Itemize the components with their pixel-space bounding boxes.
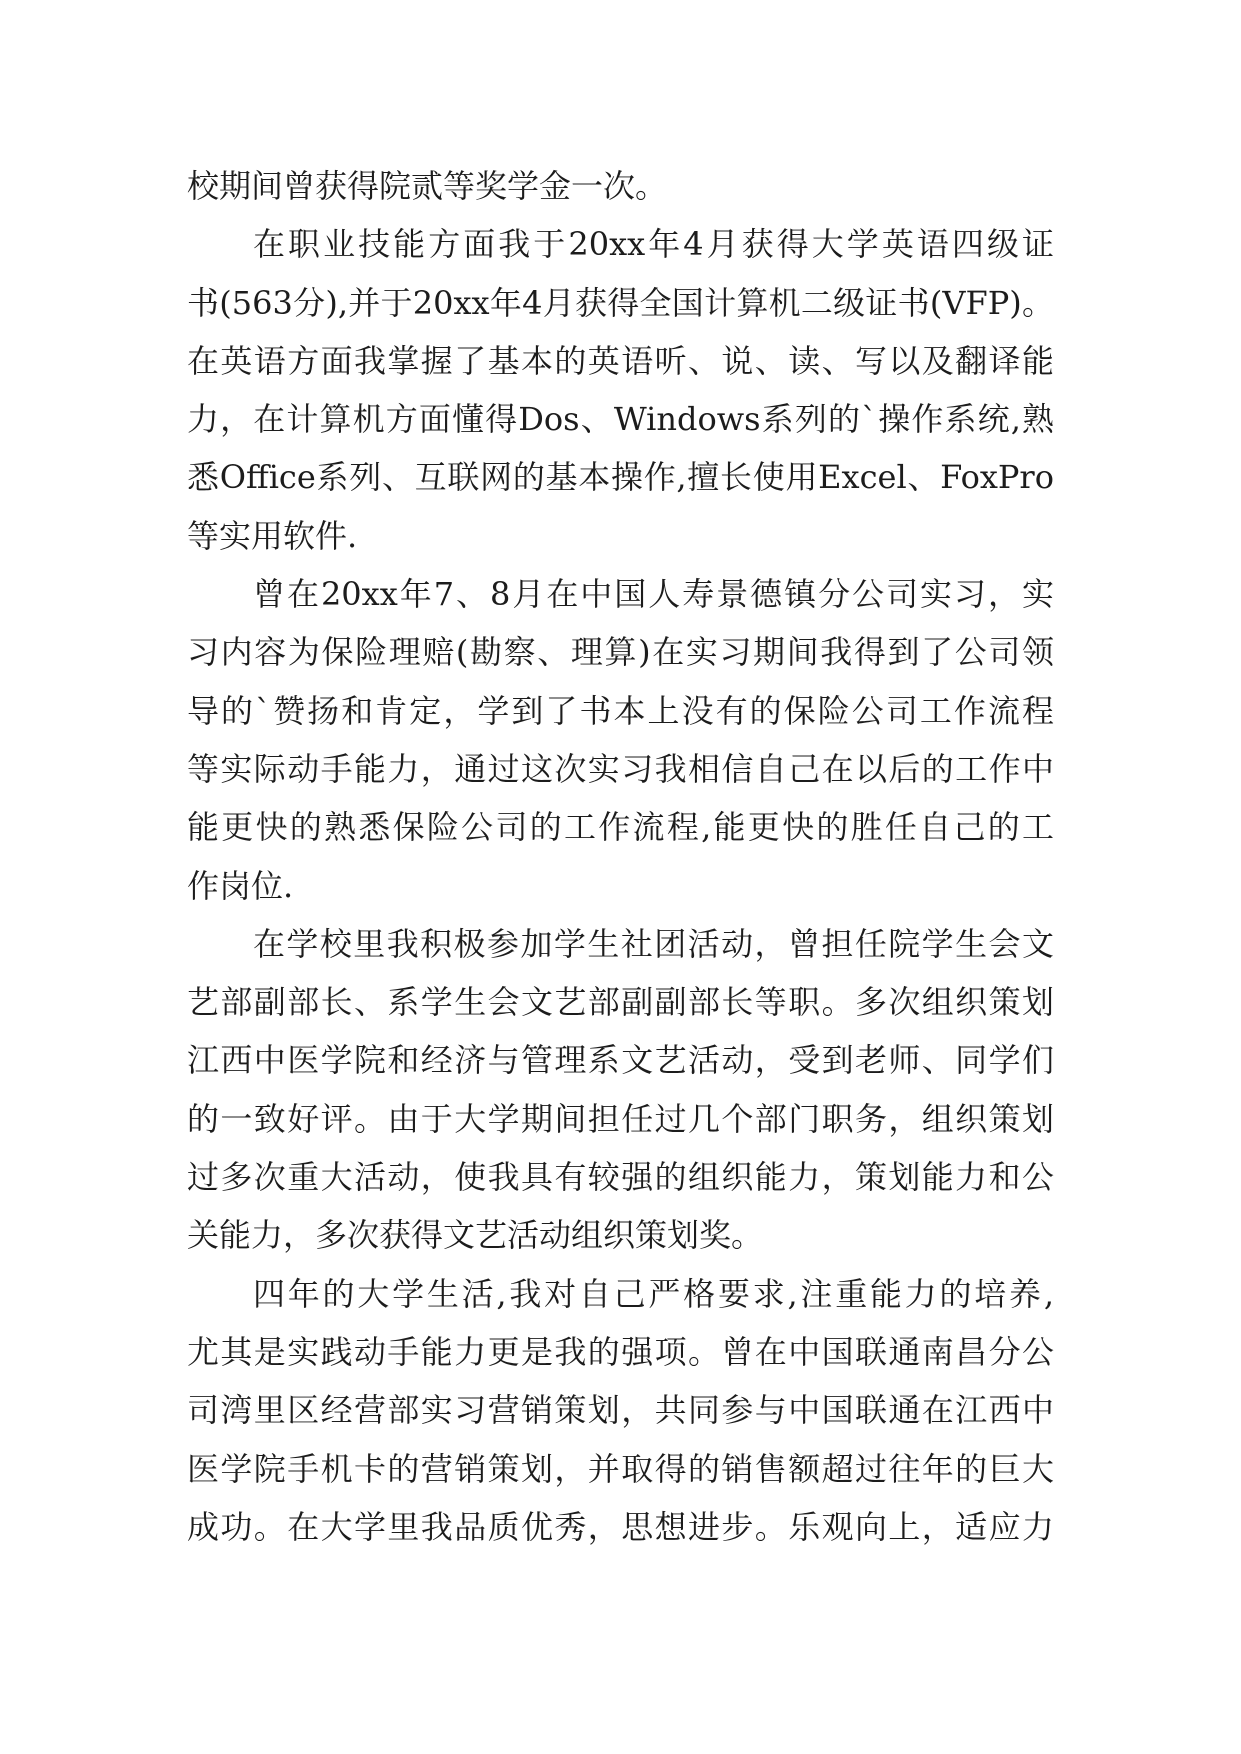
text-line: 导的`赞扬和肯定，学到了书本上没有的保险公司工作流程 bbox=[187, 691, 1054, 730]
paragraph-skills bbox=[187, 215, 1054, 565]
text-line: 关能力，多次获得文艺活动组织策划奖。 bbox=[187, 1216, 764, 1255]
text-line: 校期间曾获得院贰等奖学金一次。 bbox=[187, 167, 668, 205]
text-line: 悉Office系列、互联网的基本操作,擅长使用Excel、FoxPro bbox=[187, 458, 1054, 497]
text-line: 等实际动手能力，通过这次实习我相信自己在以后的工作中 bbox=[187, 749, 1054, 788]
paragraph-university-life bbox=[187, 1265, 1054, 1556]
text-line: 作岗位. bbox=[187, 866, 294, 905]
paragraph-awards bbox=[187, 157, 1054, 215]
text-line: 尤其是实践动手能力更是我的强项。曾在中国联通南昌分公 bbox=[187, 1332, 1054, 1371]
text-line: 能更快的熟悉保险公司的工作流程,能更快的胜任自己的工 bbox=[187, 808, 1054, 847]
text-line: 艺部副部长、系学生会文艺部副副部长等职。多次组织策划 bbox=[187, 983, 1054, 1022]
text-line: 医学院手机卡的营销策划，并取得的销售额超过往年的巨大 bbox=[187, 1449, 1054, 1488]
document-body bbox=[187, 157, 1054, 1556]
text-line: 过多次重大活动，使我具有较强的组织能力，策划能力和公 bbox=[187, 1158, 1054, 1197]
paragraph-internship bbox=[187, 565, 1054, 915]
text-line: 书(563分),并于20xx年4月获得全国计算机二级证书(VFP)。 bbox=[187, 283, 1054, 322]
text-line: 在学校里我积极参加学生社团活动，曾担任院学生会文 bbox=[253, 924, 1054, 963]
text-line: 的一致好评。由于大学期间担任过几个部门职务，组织策划 bbox=[187, 1099, 1054, 1138]
text-line: 在英语方面我掌握了基本的英语听、说、读、写以及翻译能 bbox=[187, 341, 1054, 380]
text-line: 江西中医学院和经济与管理系文艺活动，受到老师、同学们 bbox=[187, 1041, 1054, 1080]
text-line: 习内容为保险理赔(勘察、理算)在实习期间我得到了公司领 bbox=[187, 633, 1054, 672]
text-line: 力，在计算机方面懂得Dos、Windows系列的`操作系统,熟 bbox=[187, 400, 1054, 439]
text-line: 曾在20xx年7、8月在中国人寿景德镇分公司实习，实 bbox=[253, 575, 1054, 614]
text-line: 等实用软件. bbox=[187, 516, 358, 555]
text-line: 在职业技能方面我于20xx年4月获得大学英语四级证 bbox=[253, 225, 1054, 264]
text-line: 四年的大学生活,我对自己严格要求,注重能力的培养, bbox=[253, 1274, 1054, 1313]
paragraph-activities bbox=[187, 915, 1054, 1265]
text-line: 成功。在大学里我品质优秀，思想进步。乐观向上，适应力 bbox=[187, 1507, 1054, 1546]
text-line: 司湾里区经营部实习营销策划，共同参与中国联通在江西中 bbox=[187, 1391, 1054, 1430]
